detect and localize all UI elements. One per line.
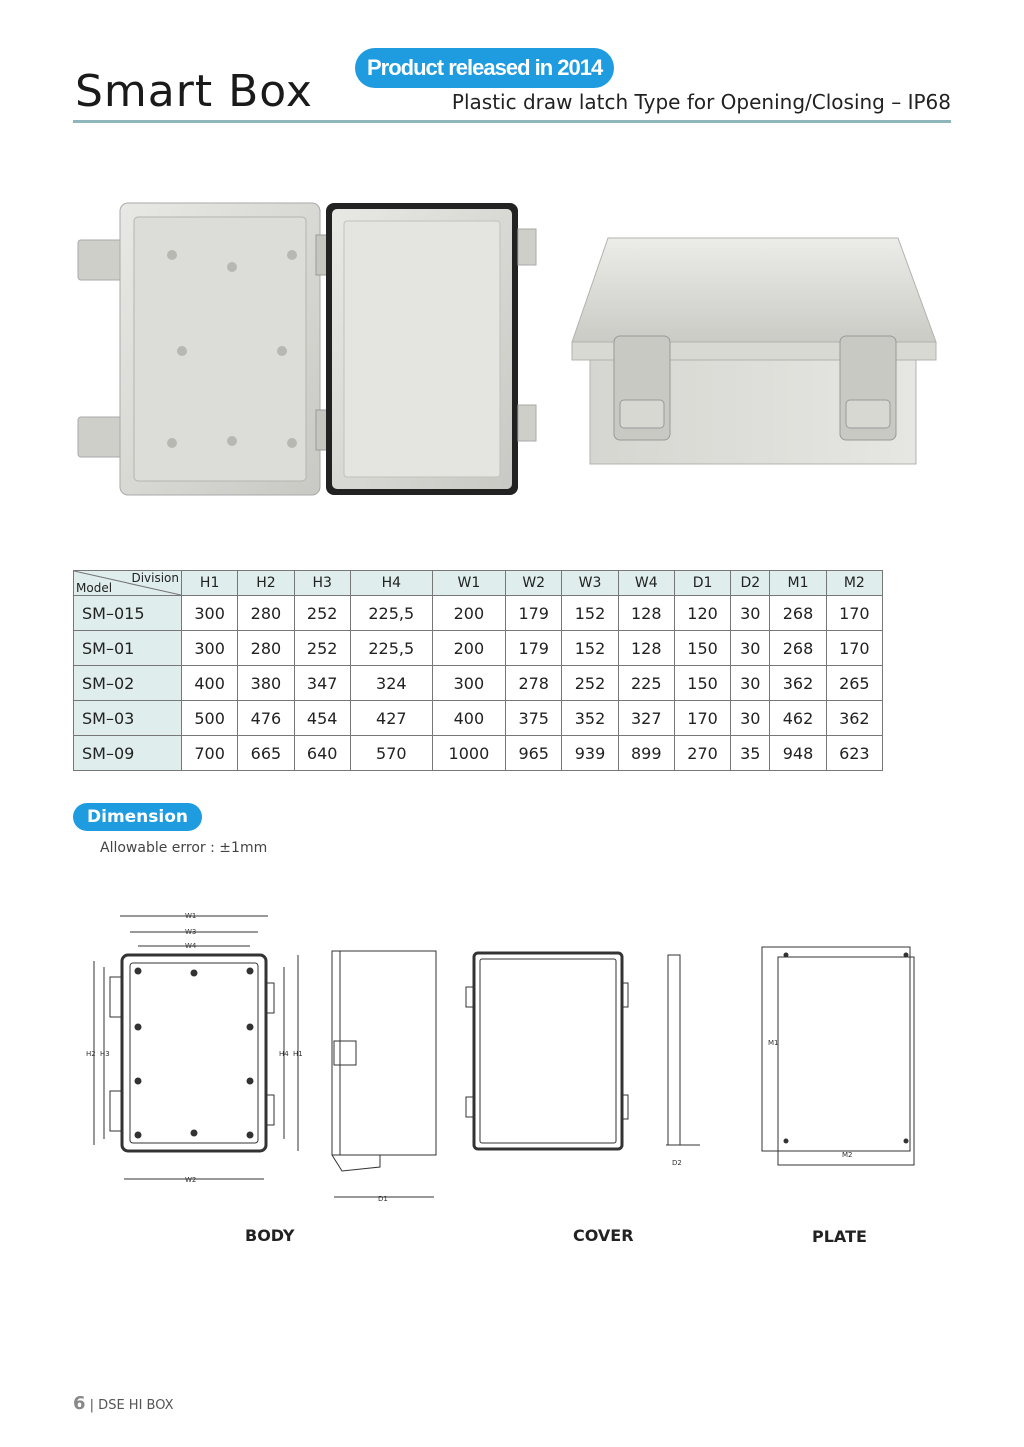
dim-w3-label: W3	[185, 928, 197, 936]
table-cell: 300	[182, 631, 238, 666]
column-header: H4	[350, 571, 432, 596]
table-cell: 225,5	[350, 631, 432, 666]
table-cell: 252	[562, 666, 618, 701]
table-cell: 252	[294, 631, 350, 666]
column-header: W4	[618, 571, 674, 596]
table-cell: 362	[826, 701, 882, 736]
dim-h2-label: H2	[86, 1050, 96, 1058]
column-header: H3	[294, 571, 350, 596]
dim-d1-label: D1	[378, 1195, 388, 1203]
cover-caption: COVER	[573, 1226, 634, 1245]
table-cell: 35	[731, 736, 770, 771]
table-cell: 899	[618, 736, 674, 771]
table-cell: 179	[506, 631, 562, 666]
column-header: M2	[826, 571, 882, 596]
table-cell: 225	[618, 666, 674, 701]
cover-view	[466, 953, 628, 1149]
corner-division-label: Division	[131, 571, 179, 585]
dim-d2-label: D2	[672, 1159, 682, 1167]
table-cell: 362	[770, 666, 826, 701]
allowable-error-note: Allowable error : ±1mm	[100, 840, 268, 856]
table-cell: 700	[182, 736, 238, 771]
table-cell: 476	[238, 701, 294, 736]
table-cell: 665	[238, 736, 294, 771]
column-header: W3	[562, 571, 618, 596]
table-cell: 324	[350, 666, 432, 701]
dimension-badge: Dimension	[73, 803, 202, 831]
table-cell: 375	[506, 701, 562, 736]
table-cell: 152	[562, 596, 618, 631]
corner-model-label: Model	[76, 581, 113, 595]
table-cell: 623	[826, 736, 882, 771]
column-header: M1	[770, 571, 826, 596]
body-top-view	[94, 916, 298, 1179]
table-cell: 500	[182, 701, 238, 736]
dim-m2-label: M2	[842, 1151, 853, 1159]
table-row	[74, 596, 883, 631]
table-cell: 179	[506, 596, 562, 631]
table-cell: 400	[182, 666, 238, 701]
body-caption: BODY	[245, 1226, 295, 1245]
table-row	[74, 736, 883, 771]
dim-w1-label: W1	[185, 912, 197, 920]
table-cell: 252	[294, 596, 350, 631]
table-cell: 268	[770, 596, 826, 631]
table-cell: 280	[238, 631, 294, 666]
plate-view	[762, 947, 914, 1165]
dim-m1-label: M1	[768, 1039, 779, 1047]
table-row	[74, 701, 883, 736]
column-header: W1	[432, 571, 505, 596]
table-cell: 965	[506, 736, 562, 771]
dim-h1-label: H1	[293, 1050, 303, 1058]
table-cell: 270	[674, 736, 730, 771]
dim-w2-label: W2	[185, 1176, 197, 1184]
table-cell: 1000	[432, 736, 505, 771]
table-cell: 30	[731, 596, 770, 631]
table-cell: 948	[770, 736, 826, 771]
table-cell: 170	[826, 631, 882, 666]
column-header: W2	[506, 571, 562, 596]
table-cell: 30	[731, 666, 770, 701]
table-row	[74, 631, 883, 666]
model-cell: SM–03	[74, 701, 182, 736]
table-cell: 640	[294, 736, 350, 771]
table-cell: 380	[238, 666, 294, 701]
technical-drawings	[80, 905, 960, 1225]
table-cell: 128	[618, 596, 674, 631]
table-cell: 939	[562, 736, 618, 771]
open-box-photo	[72, 195, 552, 505]
table-cell: 30	[731, 631, 770, 666]
model-cell: SM–015	[74, 596, 182, 631]
table-corner-cell	[74, 571, 182, 596]
table-cell: 400	[432, 701, 505, 736]
cover-side-view	[666, 955, 700, 1145]
page-subtitle: Plastic draw latch Type for Opening/Closing – IP68	[451, 90, 951, 114]
table-cell: 427	[350, 701, 432, 736]
dim-h3-label: H3	[100, 1050, 110, 1058]
table-cell: 225,5	[350, 596, 432, 631]
table-cell: 280	[238, 596, 294, 631]
header-divider	[73, 120, 951, 123]
table-cell: 152	[562, 631, 618, 666]
dim-w4-label: W4	[185, 942, 197, 950]
page-number: 6	[73, 1393, 86, 1414]
column-header: H1	[182, 571, 238, 596]
table-cell: 462	[770, 701, 826, 736]
footer-brand: | DSE HI BOX	[89, 1398, 174, 1413]
release-badge: Product released in 2014	[355, 48, 614, 88]
table-header-row	[74, 571, 883, 596]
table-cell: 150	[674, 631, 730, 666]
table-cell: 300	[182, 596, 238, 631]
table-cell: 327	[618, 701, 674, 736]
spec-table	[73, 570, 883, 771]
table-cell: 200	[432, 596, 505, 631]
model-cell: SM–01	[74, 631, 182, 666]
page-title: Smart Box	[75, 66, 313, 117]
table-cell: 120	[674, 596, 730, 631]
table-cell: 170	[826, 596, 882, 631]
closed-box-photo	[568, 230, 940, 470]
table-row	[74, 666, 883, 701]
dim-h4-label: H4	[279, 1050, 289, 1058]
table-cell: 265	[826, 666, 882, 701]
table-cell: 347	[294, 666, 350, 701]
table-cell: 200	[432, 631, 505, 666]
column-header: H2	[238, 571, 294, 596]
table-cell: 268	[770, 631, 826, 666]
column-header: D2	[731, 571, 770, 596]
column-header: D1	[674, 571, 730, 596]
table-cell: 170	[674, 701, 730, 736]
table-cell: 128	[618, 631, 674, 666]
body-side-view	[332, 951, 436, 1197]
model-cell: SM–09	[74, 736, 182, 771]
page-footer	[73, 1393, 174, 1414]
table-cell: 300	[432, 666, 505, 701]
table-cell: 30	[731, 701, 770, 736]
table-cell: 454	[294, 701, 350, 736]
table-cell: 570	[350, 736, 432, 771]
model-cell: SM–02	[74, 666, 182, 701]
table-cell: 278	[506, 666, 562, 701]
table-cell: 150	[674, 666, 730, 701]
plate-caption: PLATE	[812, 1227, 867, 1246]
table-cell: 352	[562, 701, 618, 736]
